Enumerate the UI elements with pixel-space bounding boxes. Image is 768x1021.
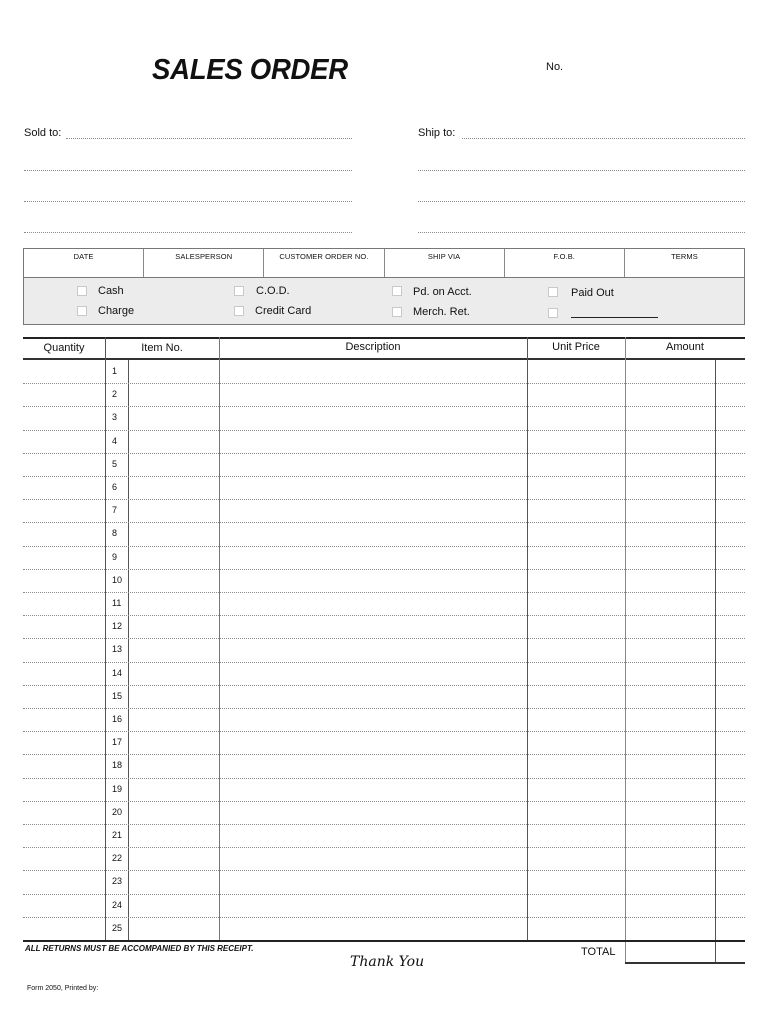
unit-price-cell[interactable] xyxy=(528,708,625,730)
item-no-cell[interactable] xyxy=(129,824,219,846)
amount-cell[interactable] xyxy=(626,870,715,892)
description-cell[interactable] xyxy=(220,870,527,892)
unit-price-cell[interactable] xyxy=(528,731,625,753)
order-info-box xyxy=(23,248,745,278)
cod-checkbox[interactable] xyxy=(234,286,244,296)
amount-cents-cell[interactable] xyxy=(716,569,745,591)
quantity-cell[interactable] xyxy=(23,708,105,730)
item-no-cell[interactable] xyxy=(129,615,219,637)
quantity-cell[interactable] xyxy=(23,638,105,660)
amount-cell[interactable] xyxy=(626,824,715,846)
item-no-cell[interactable] xyxy=(129,754,219,776)
description-cell[interactable] xyxy=(220,569,527,591)
quantity-cell[interactable] xyxy=(23,453,105,475)
description-cell[interactable] xyxy=(220,754,527,776)
row-number: 4 xyxy=(112,435,118,446)
date-label: DATE xyxy=(73,252,94,261)
unit-price-cell[interactable] xyxy=(528,778,625,800)
quantity-cell[interactable] xyxy=(23,522,105,544)
row-number: 16 xyxy=(112,714,123,724)
quantity-cell[interactable] xyxy=(23,383,105,405)
unit-price-cell[interactable] xyxy=(528,801,625,823)
amount-cents-cell[interactable] xyxy=(716,592,745,614)
amount-cell[interactable] xyxy=(626,662,715,684)
description-cell[interactable] xyxy=(220,778,527,800)
item-no-cell[interactable] xyxy=(129,383,219,405)
cod-label: C.O.D. xyxy=(256,285,290,297)
unit-price-cell[interactable] xyxy=(528,615,625,637)
item-no-cell[interactable] xyxy=(129,801,219,823)
description-cell[interactable] xyxy=(220,522,527,544)
quantity-cell[interactable] xyxy=(23,894,105,916)
item-no-cell[interactable] xyxy=(129,569,219,591)
amount-cents-cell[interactable] xyxy=(716,383,745,405)
amount-cell[interactable] xyxy=(626,569,715,591)
item-no-cell[interactable] xyxy=(129,453,219,475)
amount-cell[interactable] xyxy=(626,476,715,498)
amount-cents-cell[interactable] xyxy=(716,731,745,753)
row-number: 23 xyxy=(112,876,123,887)
sold-to-label: Sold to: xyxy=(24,127,62,139)
amount-cents-cell[interactable] xyxy=(716,801,745,823)
amount-cents-cell[interactable] xyxy=(716,917,745,939)
unit-price-cell[interactable] xyxy=(528,917,625,939)
thank-you-text: Thank You xyxy=(350,954,425,970)
quantity-cell[interactable] xyxy=(23,592,105,614)
amount-cell[interactable] xyxy=(626,383,715,405)
amount-cents-cell[interactable] xyxy=(716,708,745,730)
row-number: 5 xyxy=(112,458,118,469)
order-number-label: No. xyxy=(546,61,564,73)
row-number: 25 xyxy=(112,922,123,933)
amount-cents-cell[interactable] xyxy=(716,406,745,428)
item-no-cell[interactable] xyxy=(129,592,219,614)
amount-cell[interactable] xyxy=(626,638,715,660)
row-number: 13 xyxy=(112,644,123,655)
merch-ret-checkbox[interactable] xyxy=(392,307,402,317)
row-number: 6 xyxy=(112,482,118,492)
amount-cents-cell[interactable] xyxy=(716,522,745,544)
unit-price-cell[interactable] xyxy=(528,847,625,869)
quantity-cell[interactable] xyxy=(23,360,105,382)
customer-order-no-field[interactable] xyxy=(264,249,384,277)
item-no-cell[interactable] xyxy=(129,870,219,892)
amount-cents-cell[interactable] xyxy=(716,685,745,707)
quantity-cell[interactable] xyxy=(23,754,105,776)
amount-cell[interactable] xyxy=(626,801,715,823)
row-number: 22 xyxy=(112,853,123,864)
item-no-cell[interactable] xyxy=(129,406,219,428)
amount-cents-cell[interactable] xyxy=(716,824,745,846)
row-number: 1 xyxy=(112,366,118,376)
item-no-cell[interactable] xyxy=(129,662,219,684)
payment-options-band xyxy=(23,278,745,325)
description-cell[interactable] xyxy=(220,731,527,753)
unit-price-cell[interactable] xyxy=(528,569,625,591)
unit-price-cell[interactable] xyxy=(528,638,625,660)
description-cell[interactable] xyxy=(220,615,527,637)
amount-cell[interactable] xyxy=(626,731,715,753)
description-cell[interactable] xyxy=(220,546,527,568)
total-label: TOTAL xyxy=(581,946,616,958)
amount-cents-cell[interactable] xyxy=(716,870,745,892)
amount-header: Amount xyxy=(666,341,704,353)
row-number: 9 xyxy=(112,551,118,562)
description-cell[interactable] xyxy=(220,708,527,730)
amount-cell[interactable] xyxy=(626,522,715,544)
amount-cents-cell[interactable] xyxy=(716,546,745,568)
unit-price-cell[interactable] xyxy=(528,499,625,521)
unit-price-cell[interactable] xyxy=(528,894,625,916)
unit-price-cell[interactable] xyxy=(528,546,625,568)
quantity-cell[interactable] xyxy=(23,499,105,521)
quantity-cell[interactable] xyxy=(23,569,105,591)
amount-cell[interactable] xyxy=(626,592,715,614)
amount-cell[interactable] xyxy=(626,894,715,916)
row-number: 10 xyxy=(112,574,123,585)
ship-to-label: Ship to: xyxy=(418,127,456,139)
unit-price-header: Unit Price xyxy=(552,341,600,353)
unit-price-cell[interactable] xyxy=(528,430,625,452)
pd-on-acct-checkbox[interactable] xyxy=(392,286,402,296)
amount-cents-cell[interactable] xyxy=(716,615,745,637)
pd-on-acct-label: Pd. on Acct. xyxy=(413,286,472,298)
row-number: 12 xyxy=(112,621,123,632)
page-title: SALES ORDER xyxy=(152,54,348,86)
description-cell[interactable] xyxy=(220,662,527,684)
item-no-cell[interactable] xyxy=(129,731,219,753)
total-cents-field[interactable] xyxy=(716,941,745,962)
amount-cents-cell[interactable] xyxy=(716,894,745,916)
quantity-cell[interactable] xyxy=(23,870,105,892)
quantity-cell[interactable] xyxy=(23,731,105,753)
row-number: 15 xyxy=(112,690,123,701)
unit-price-cell[interactable] xyxy=(528,662,625,684)
salesperson-field[interactable] xyxy=(144,249,264,277)
row-number: 11 xyxy=(112,598,122,608)
amount-cents-cell[interactable] xyxy=(716,476,745,498)
amount-cell[interactable] xyxy=(626,778,715,800)
description-cell[interactable] xyxy=(220,847,527,869)
description-cell[interactable] xyxy=(220,638,527,660)
row-number: 20 xyxy=(112,806,123,817)
amount-cell[interactable] xyxy=(626,754,715,776)
item-no-cell[interactable] xyxy=(129,430,219,452)
fob-field[interactable] xyxy=(505,249,625,277)
description-cell[interactable] xyxy=(220,499,527,521)
unit-price-cell[interactable] xyxy=(528,383,625,405)
amount-cell[interactable] xyxy=(626,546,715,568)
row-number: 21 xyxy=(112,830,123,840)
quantity-cell[interactable] xyxy=(23,662,105,684)
amount-cents-cell[interactable] xyxy=(716,499,745,521)
ship-via-label: SHIP VIA xyxy=(427,252,461,261)
paid-out-checkbox[interactable] xyxy=(548,287,558,297)
fob-label: F.O.B. xyxy=(553,252,575,261)
quantity-cell[interactable] xyxy=(23,917,105,939)
quantity-cell[interactable] xyxy=(23,546,105,568)
amount-cell[interactable] xyxy=(626,360,715,382)
quantity-cell[interactable] xyxy=(23,824,105,846)
sold-to-line-2[interactable] xyxy=(24,170,352,171)
item-no-cell[interactable] xyxy=(129,546,219,568)
quantity-cell[interactable] xyxy=(23,685,105,707)
row-number: 24 xyxy=(112,899,123,910)
unit-price-cell[interactable] xyxy=(528,522,625,544)
row-number: 19 xyxy=(112,783,123,794)
item-no-header: Item No. xyxy=(141,342,183,354)
quantity-cell[interactable] xyxy=(23,430,105,452)
quantity-cell[interactable] xyxy=(23,615,105,637)
row-number: 18 xyxy=(112,760,123,771)
amount-cell[interactable] xyxy=(626,499,715,521)
description-cell[interactable] xyxy=(220,592,527,614)
quantity-cell[interactable] xyxy=(23,476,105,498)
unit-price-cell[interactable] xyxy=(528,453,625,475)
ship-to-line-4[interactable] xyxy=(418,232,745,233)
unit-price-cell[interactable] xyxy=(528,870,625,892)
row-number: 17 xyxy=(112,737,123,748)
salesperson-label: SALESPERSON xyxy=(175,252,233,261)
credit-card-checkbox[interactable] xyxy=(234,306,244,316)
charge-checkbox[interactable] xyxy=(77,306,87,316)
total-amount-field[interactable] xyxy=(626,941,715,962)
item-no-cell[interactable] xyxy=(129,638,219,660)
ship-to-line-1[interactable] xyxy=(462,138,745,139)
amount-cell[interactable] xyxy=(626,406,715,428)
amount-cell[interactable] xyxy=(626,917,715,939)
unit-price-cell[interactable] xyxy=(528,824,625,846)
item-no-cell[interactable] xyxy=(129,847,219,869)
terms-label: TERMS xyxy=(671,252,698,261)
description-cell[interactable] xyxy=(220,383,527,405)
amount-cents-cell[interactable] xyxy=(716,430,745,452)
row-number: 3 xyxy=(112,412,118,423)
total-bottom-line xyxy=(625,962,745,964)
amount-cell[interactable] xyxy=(626,453,715,475)
merch-ret-label: Merch. Ret. xyxy=(413,306,470,318)
row-number: 2 xyxy=(112,389,118,400)
amount-cents-cell[interactable] xyxy=(716,662,745,684)
unit-price-cell[interactable] xyxy=(528,754,625,776)
date-field[interactable] xyxy=(24,249,144,277)
quantity-cell[interactable] xyxy=(23,406,105,428)
quantity-cell[interactable] xyxy=(23,778,105,800)
other-blank-line[interactable] xyxy=(571,317,658,318)
sold-to-line-1[interactable] xyxy=(66,138,352,139)
ship-to-line-2[interactable] xyxy=(418,170,745,171)
description-cell[interactable] xyxy=(220,453,527,475)
sold-to-line-3[interactable] xyxy=(24,201,352,202)
paid-out-label: Paid Out xyxy=(571,287,614,299)
unit-price-cell[interactable] xyxy=(528,406,625,428)
charge-label: Charge xyxy=(98,305,135,317)
quantity-header: Quantity xyxy=(43,342,85,354)
amount-cell[interactable] xyxy=(626,430,715,452)
description-cell[interactable] xyxy=(220,894,527,916)
other-checkbox[interactable] xyxy=(548,308,558,318)
amount-cents-cell[interactable] xyxy=(716,638,745,660)
description-cell[interactable] xyxy=(220,360,527,382)
ship-to-line-3[interactable] xyxy=(418,201,745,202)
amount-cents-cell[interactable] xyxy=(716,847,745,869)
unit-price-cell[interactable] xyxy=(528,360,625,382)
description-cell[interactable] xyxy=(220,430,527,452)
terms-field[interactable] xyxy=(625,249,744,277)
row-number: 14 xyxy=(112,667,123,678)
cash-label: Cash xyxy=(98,285,124,297)
returns-notice: ALL RETURNS MUST BE ACCOMPANIED BY THIS RECEIPT. xyxy=(25,944,254,953)
description-cell[interactable] xyxy=(220,406,527,428)
cash-checkbox[interactable] xyxy=(77,286,87,296)
item-no-cell[interactable] xyxy=(129,917,219,939)
sold-to-line-4[interactable] xyxy=(24,232,352,233)
item-no-cell[interactable] xyxy=(129,522,219,544)
item-no-cell[interactable] xyxy=(129,708,219,730)
item-no-cell[interactable] xyxy=(129,360,219,382)
amount-cents-cell[interactable] xyxy=(716,778,745,800)
customer-order-no-label: CUSTOMER ORDER NO. xyxy=(279,252,369,261)
unit-price-cell[interactable] xyxy=(528,476,625,498)
ship-via-field[interactable] xyxy=(385,249,505,277)
amount-cents-cell[interactable] xyxy=(716,754,745,776)
row-number: 8 xyxy=(112,528,118,539)
description-cell[interactable] xyxy=(220,801,527,823)
description-cell[interactable] xyxy=(220,685,527,707)
quantity-cell[interactable] xyxy=(23,801,105,823)
description-cell[interactable] xyxy=(220,824,527,846)
amount-cell[interactable] xyxy=(626,708,715,730)
quantity-cell[interactable] xyxy=(23,847,105,869)
unit-price-cell[interactable] xyxy=(528,685,625,707)
description-cell[interactable] xyxy=(220,476,527,498)
amount-cents-cell[interactable] xyxy=(716,453,745,475)
item-no-cell[interactable] xyxy=(129,476,219,498)
amount-cell[interactable] xyxy=(626,685,715,707)
amount-cents-cell[interactable] xyxy=(716,360,745,382)
credit-card-label: Credit Card xyxy=(255,305,312,317)
description-header: Description xyxy=(345,341,401,353)
item-no-cell[interactable] xyxy=(129,778,219,800)
item-no-cell[interactable] xyxy=(129,894,219,916)
item-no-cell[interactable] xyxy=(129,685,219,707)
amount-cell[interactable] xyxy=(626,615,715,637)
unit-price-cell[interactable] xyxy=(528,592,625,614)
row-number: 7 xyxy=(112,505,118,516)
items-table-header xyxy=(23,337,745,360)
description-cell[interactable] xyxy=(220,917,527,939)
item-no-cell[interactable] xyxy=(129,499,219,521)
form-info: Form 2050, Printed by: xyxy=(27,985,99,992)
amount-cell[interactable] xyxy=(626,847,715,869)
